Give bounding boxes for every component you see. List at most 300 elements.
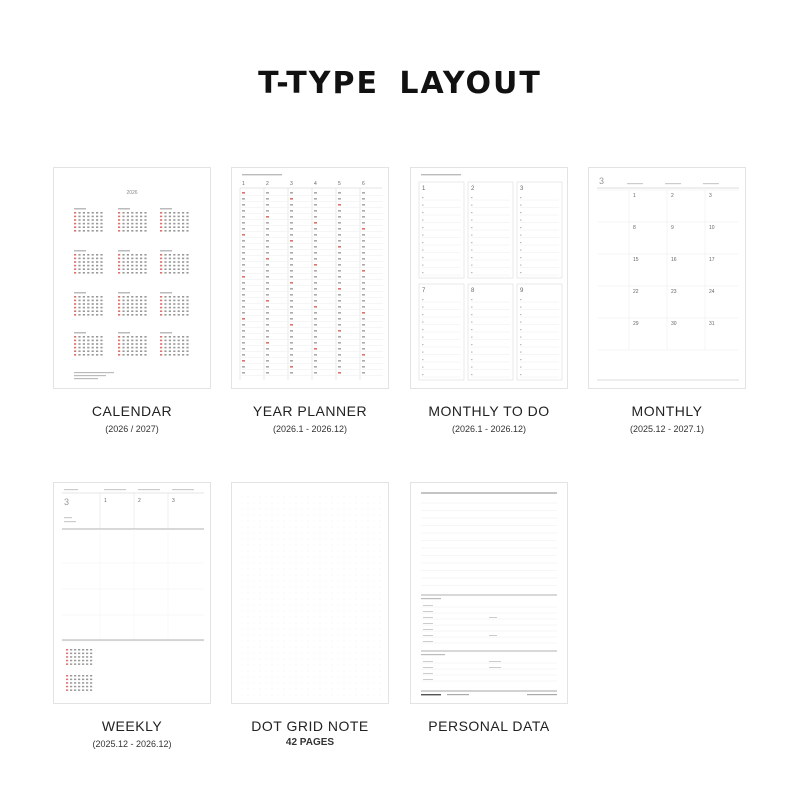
mini-day <box>173 216 175 218</box>
day-mark <box>314 366 317 368</box>
day-mark <box>266 366 269 368</box>
day-mark <box>242 294 245 296</box>
mini-day <box>169 219 171 221</box>
grid-dot <box>362 575 363 576</box>
grid-dot <box>380 671 381 672</box>
mini-day <box>182 296 184 298</box>
mini-day <box>127 261 129 263</box>
grid-dot <box>248 677 249 678</box>
weekly-card[interactable] <box>53 482 211 749</box>
grid-dot <box>350 575 351 576</box>
grid-dot <box>284 677 285 678</box>
bullet <box>422 235 424 236</box>
year-planner-card[interactable] <box>231 167 389 434</box>
mini-day <box>74 350 76 352</box>
mini-day <box>83 254 85 256</box>
mini-day <box>164 272 166 274</box>
mini-day <box>178 223 180 225</box>
grid-dot <box>284 593 285 594</box>
grid-dot <box>272 665 273 666</box>
day-mark <box>362 312 365 314</box>
grid-dot <box>344 533 345 534</box>
grid-dot <box>302 695 303 696</box>
mini-day <box>87 216 89 218</box>
mini-month-name <box>74 332 86 334</box>
grid-dot <box>302 647 303 648</box>
monthly-todo-card[interactable] <box>410 167 568 434</box>
grid-dot <box>338 629 339 630</box>
day-mark <box>338 222 341 224</box>
grid-dot <box>380 551 381 552</box>
bullet <box>520 257 522 258</box>
mini-day <box>83 268 85 270</box>
grid-dot <box>278 575 279 576</box>
monthly-todo-preview <box>410 167 568 389</box>
grid-dot <box>374 617 375 618</box>
mini-day <box>127 300 129 302</box>
grid-dot <box>350 563 351 564</box>
grid-dot <box>314 557 315 558</box>
mini-day <box>100 272 102 274</box>
grid-dot <box>356 689 357 690</box>
grid-dot <box>338 551 339 552</box>
grid-dot <box>254 551 255 552</box>
bullet <box>520 242 522 243</box>
mini-day <box>96 226 98 228</box>
bullet <box>422 250 424 251</box>
grid-dot <box>380 617 381 618</box>
mini-day <box>182 300 184 302</box>
mini-day <box>92 296 94 298</box>
day-mark <box>338 318 341 320</box>
mini-day <box>131 268 133 270</box>
mini-day <box>118 223 120 225</box>
mini-day <box>140 296 142 298</box>
mini-day <box>100 212 102 214</box>
grid-dot <box>248 509 249 510</box>
day-mark <box>314 360 317 362</box>
month-number: 3 <box>290 181 293 187</box>
grid-dot <box>308 575 309 576</box>
grid-dot <box>380 575 381 576</box>
grid-dot <box>332 575 333 576</box>
grid-dot <box>284 563 285 564</box>
mini-day <box>87 261 89 263</box>
mini-day <box>182 226 184 228</box>
grid-dot <box>362 599 363 600</box>
month-number: 8 <box>471 288 475 294</box>
grid-dot <box>296 539 297 540</box>
grid-dot <box>362 569 363 570</box>
grid-dot <box>374 641 375 642</box>
mini-day <box>140 216 142 218</box>
grid-dot <box>350 611 351 612</box>
mini-day <box>78 314 80 316</box>
day-mark <box>314 282 317 284</box>
grid-dot <box>272 545 273 546</box>
grid-dot <box>338 647 339 648</box>
grid-dot <box>296 557 297 558</box>
grid-dot <box>368 575 369 576</box>
grid-dot <box>338 587 339 588</box>
calendar-card[interactable] <box>53 167 211 434</box>
grid-dot <box>326 599 327 600</box>
grid-dot <box>296 641 297 642</box>
mini-day <box>144 230 146 232</box>
day-mark <box>290 312 293 314</box>
mini-day <box>74 272 76 274</box>
grid-dot <box>242 683 243 684</box>
date-number: 9 <box>671 225 674 231</box>
grid-dot <box>332 503 333 504</box>
grid-dot <box>344 587 345 588</box>
grid-dot <box>356 497 357 498</box>
grid-dot <box>242 689 243 690</box>
date-number: 2 <box>671 193 674 199</box>
grid-dot <box>368 695 369 696</box>
grid-dot <box>278 677 279 678</box>
mini-day <box>87 314 89 316</box>
mini-day <box>78 216 80 218</box>
mini-day <box>87 265 89 267</box>
grid-dot <box>260 569 261 570</box>
grid-dot <box>326 527 327 528</box>
day-mark <box>242 192 245 194</box>
day-mark <box>362 342 365 344</box>
calendar-preview-drawing <box>54 168 210 388</box>
mini-day <box>136 300 138 302</box>
grid-dot <box>308 635 309 636</box>
bullet <box>471 250 473 251</box>
mini-day <box>164 300 166 302</box>
grid-dot <box>266 521 267 522</box>
footer-text <box>447 694 469 695</box>
grid-dot <box>290 647 291 648</box>
section-title <box>421 654 445 655</box>
grid-dot <box>350 557 351 558</box>
bullet <box>520 299 522 300</box>
grid-dot <box>314 563 315 564</box>
mini-day <box>169 265 171 267</box>
day-mark <box>266 192 269 194</box>
grid-dot <box>326 509 327 510</box>
grid-dot <box>290 629 291 630</box>
mini-day <box>74 296 76 298</box>
grid-dot <box>320 617 321 618</box>
mini-day <box>74 663 76 665</box>
mini-day <box>131 230 133 232</box>
mini-day <box>127 336 129 338</box>
grid-dot <box>338 569 339 570</box>
mini-day <box>186 340 188 342</box>
grid-dot <box>260 665 261 666</box>
day-mark <box>314 336 317 338</box>
mini-day <box>144 303 146 305</box>
mini-day <box>87 230 89 232</box>
mini-day <box>131 261 133 263</box>
grid-dot <box>326 503 327 504</box>
grid-dot <box>362 671 363 672</box>
mini-day <box>169 303 171 305</box>
grid-dot <box>338 515 339 516</box>
bullet <box>471 367 473 368</box>
mini-day <box>186 296 188 298</box>
mini-day <box>136 336 138 338</box>
grid-dot <box>296 569 297 570</box>
grid-dot <box>362 557 363 558</box>
bullet <box>471 299 473 300</box>
grid-dot <box>266 599 267 600</box>
grid-dot <box>320 527 321 528</box>
grid-dot <box>290 623 291 624</box>
grid-dot <box>302 623 303 624</box>
mini-day <box>74 679 76 681</box>
grid-dot <box>308 539 309 540</box>
day-mark <box>242 282 245 284</box>
mini-day <box>144 265 146 267</box>
grid-dot <box>242 581 243 582</box>
grid-dot <box>380 641 381 642</box>
grid-dot <box>356 695 357 696</box>
grid-dot <box>284 557 285 558</box>
grid-dot <box>356 671 357 672</box>
grid-dot <box>362 629 363 630</box>
mini-day <box>70 653 72 655</box>
day-mark <box>362 222 365 224</box>
monthly-card[interactable] <box>588 167 746 434</box>
grid-dot <box>374 623 375 624</box>
grid-dot <box>302 587 303 588</box>
day-mark <box>242 288 245 290</box>
mini-day <box>122 343 124 345</box>
mini-day <box>83 216 85 218</box>
mini-day <box>122 230 124 232</box>
grid-dot <box>248 527 249 528</box>
grid-dot <box>302 653 303 654</box>
mini-day <box>178 340 180 342</box>
day-mark <box>362 324 365 326</box>
grid-dot <box>380 563 381 564</box>
field-label <box>423 617 433 618</box>
monthly-todo-preview-drawing <box>411 168 567 388</box>
day-mark <box>314 354 317 356</box>
grid-dot <box>302 533 303 534</box>
grid-dot <box>260 653 261 654</box>
weekday-label <box>665 183 681 184</box>
day-mark <box>266 228 269 230</box>
grid-dot <box>278 563 279 564</box>
grid-dot <box>356 635 357 636</box>
mini-day <box>96 219 98 221</box>
mini-day <box>83 296 85 298</box>
grid-dot <box>296 611 297 612</box>
grid-dot <box>242 677 243 678</box>
mini-day <box>122 300 124 302</box>
mini-day <box>140 261 142 263</box>
grid-dot <box>362 581 363 582</box>
mini-day <box>131 303 133 305</box>
dot-grid-card[interactable] <box>231 482 389 748</box>
mini-day <box>186 258 188 260</box>
mini-day <box>131 212 133 214</box>
grid-dot <box>296 497 297 498</box>
day-mark <box>362 210 365 212</box>
mini-day <box>127 216 129 218</box>
grid-dot <box>374 539 375 540</box>
mini-day <box>86 689 88 691</box>
grid-dot <box>350 593 351 594</box>
mini-day <box>66 689 68 691</box>
grid-dot <box>248 689 249 690</box>
grid-dot <box>374 689 375 690</box>
day-mark <box>314 312 317 314</box>
grid-dot <box>326 557 327 558</box>
mini-day <box>136 350 138 352</box>
grid-dot <box>350 569 351 570</box>
mini-day <box>96 272 98 274</box>
mini-day <box>164 230 166 232</box>
grid-dot <box>272 515 273 516</box>
mini-day <box>96 354 98 356</box>
grid-dot <box>266 665 267 666</box>
grid-dot <box>320 533 321 534</box>
mini-day <box>164 307 166 309</box>
mini-day <box>118 212 120 214</box>
mini-month-name <box>118 292 130 294</box>
bullet <box>520 337 522 338</box>
grid-dot <box>368 539 369 540</box>
grid-dot <box>278 683 279 684</box>
mini-day <box>122 296 124 298</box>
mini-day <box>127 354 129 356</box>
mini-day <box>96 254 98 256</box>
grid-dot <box>332 695 333 696</box>
grid-dot <box>284 653 285 654</box>
grid-dot <box>320 569 321 570</box>
mini-day <box>160 300 162 302</box>
mini-day <box>127 350 129 352</box>
grid-dot <box>266 605 267 606</box>
grid-dot <box>350 533 351 534</box>
mini-day <box>178 216 180 218</box>
grid-dot <box>254 581 255 582</box>
grid-dot <box>326 545 327 546</box>
mini-day <box>160 226 162 228</box>
mini-day <box>92 343 94 345</box>
day-mark <box>362 282 365 284</box>
mini-day <box>169 268 171 270</box>
bullet <box>471 265 473 266</box>
bullet <box>520 205 522 206</box>
mini-day <box>78 686 80 688</box>
mini-month-name <box>74 292 86 294</box>
mini-day <box>127 223 129 225</box>
grid-dot <box>344 527 345 528</box>
grid-dot <box>374 515 375 516</box>
year-planner-preview <box>231 167 389 389</box>
grid-dot <box>350 527 351 528</box>
day-mark <box>266 282 269 284</box>
grid-dot <box>314 677 315 678</box>
month-number: 1 <box>242 181 245 187</box>
grid-dot <box>254 629 255 630</box>
mini-day <box>78 347 80 349</box>
day-mark <box>290 246 293 248</box>
grid-dot <box>362 623 363 624</box>
mini-day <box>140 336 142 338</box>
grid-dot <box>374 635 375 636</box>
grid-dot <box>278 671 279 672</box>
mini-day <box>186 254 188 256</box>
mini-day <box>78 307 80 309</box>
grid-dot <box>284 509 285 510</box>
day-mark <box>314 306 317 308</box>
grid-dot <box>326 659 327 660</box>
grid-dot <box>242 557 243 558</box>
bullet <box>471 235 473 236</box>
grid-dot <box>326 515 327 516</box>
mini-day <box>160 340 162 342</box>
mini-day <box>118 307 120 309</box>
grid-dot <box>290 617 291 618</box>
day-mark <box>338 336 341 338</box>
grid-dot <box>380 695 381 696</box>
mini-day <box>131 296 133 298</box>
day-mark <box>242 216 245 218</box>
day-mark <box>266 246 269 248</box>
grid-dot <box>308 623 309 624</box>
mini-day <box>122 310 124 312</box>
mini-day <box>178 354 180 356</box>
grid-dot <box>320 695 321 696</box>
day-mark <box>242 258 245 260</box>
grid-dot <box>374 653 375 654</box>
day-mark <box>362 372 365 374</box>
grid-dot <box>290 575 291 576</box>
mini-day <box>78 230 80 232</box>
field-label <box>489 667 501 668</box>
mini-day <box>87 226 89 228</box>
grid-dot <box>296 503 297 504</box>
personal-data-card[interactable] <box>410 482 568 734</box>
grid-dot <box>308 683 309 684</box>
bullet <box>520 212 522 213</box>
mini-day <box>122 336 124 338</box>
mini-day <box>169 261 171 263</box>
grid-dot <box>260 605 261 606</box>
mini-day <box>140 212 142 214</box>
grid-dot <box>296 551 297 552</box>
day-mark <box>338 312 341 314</box>
mini-day <box>83 347 85 349</box>
grid-dot <box>356 677 357 678</box>
grid-dot <box>320 563 321 564</box>
grid-dot <box>356 611 357 612</box>
grid-dot <box>320 689 321 690</box>
mini-day <box>144 223 146 225</box>
day-mark <box>242 330 245 332</box>
grid-dot <box>308 503 309 504</box>
field-label <box>423 673 433 674</box>
day-mark <box>362 270 365 272</box>
grid-dot <box>362 563 363 564</box>
mini-day <box>173 314 175 316</box>
mini-day <box>140 307 142 309</box>
grid-dot <box>266 563 267 564</box>
grid-dot <box>290 539 291 540</box>
mini-day <box>178 230 180 232</box>
grid-dot <box>326 641 327 642</box>
